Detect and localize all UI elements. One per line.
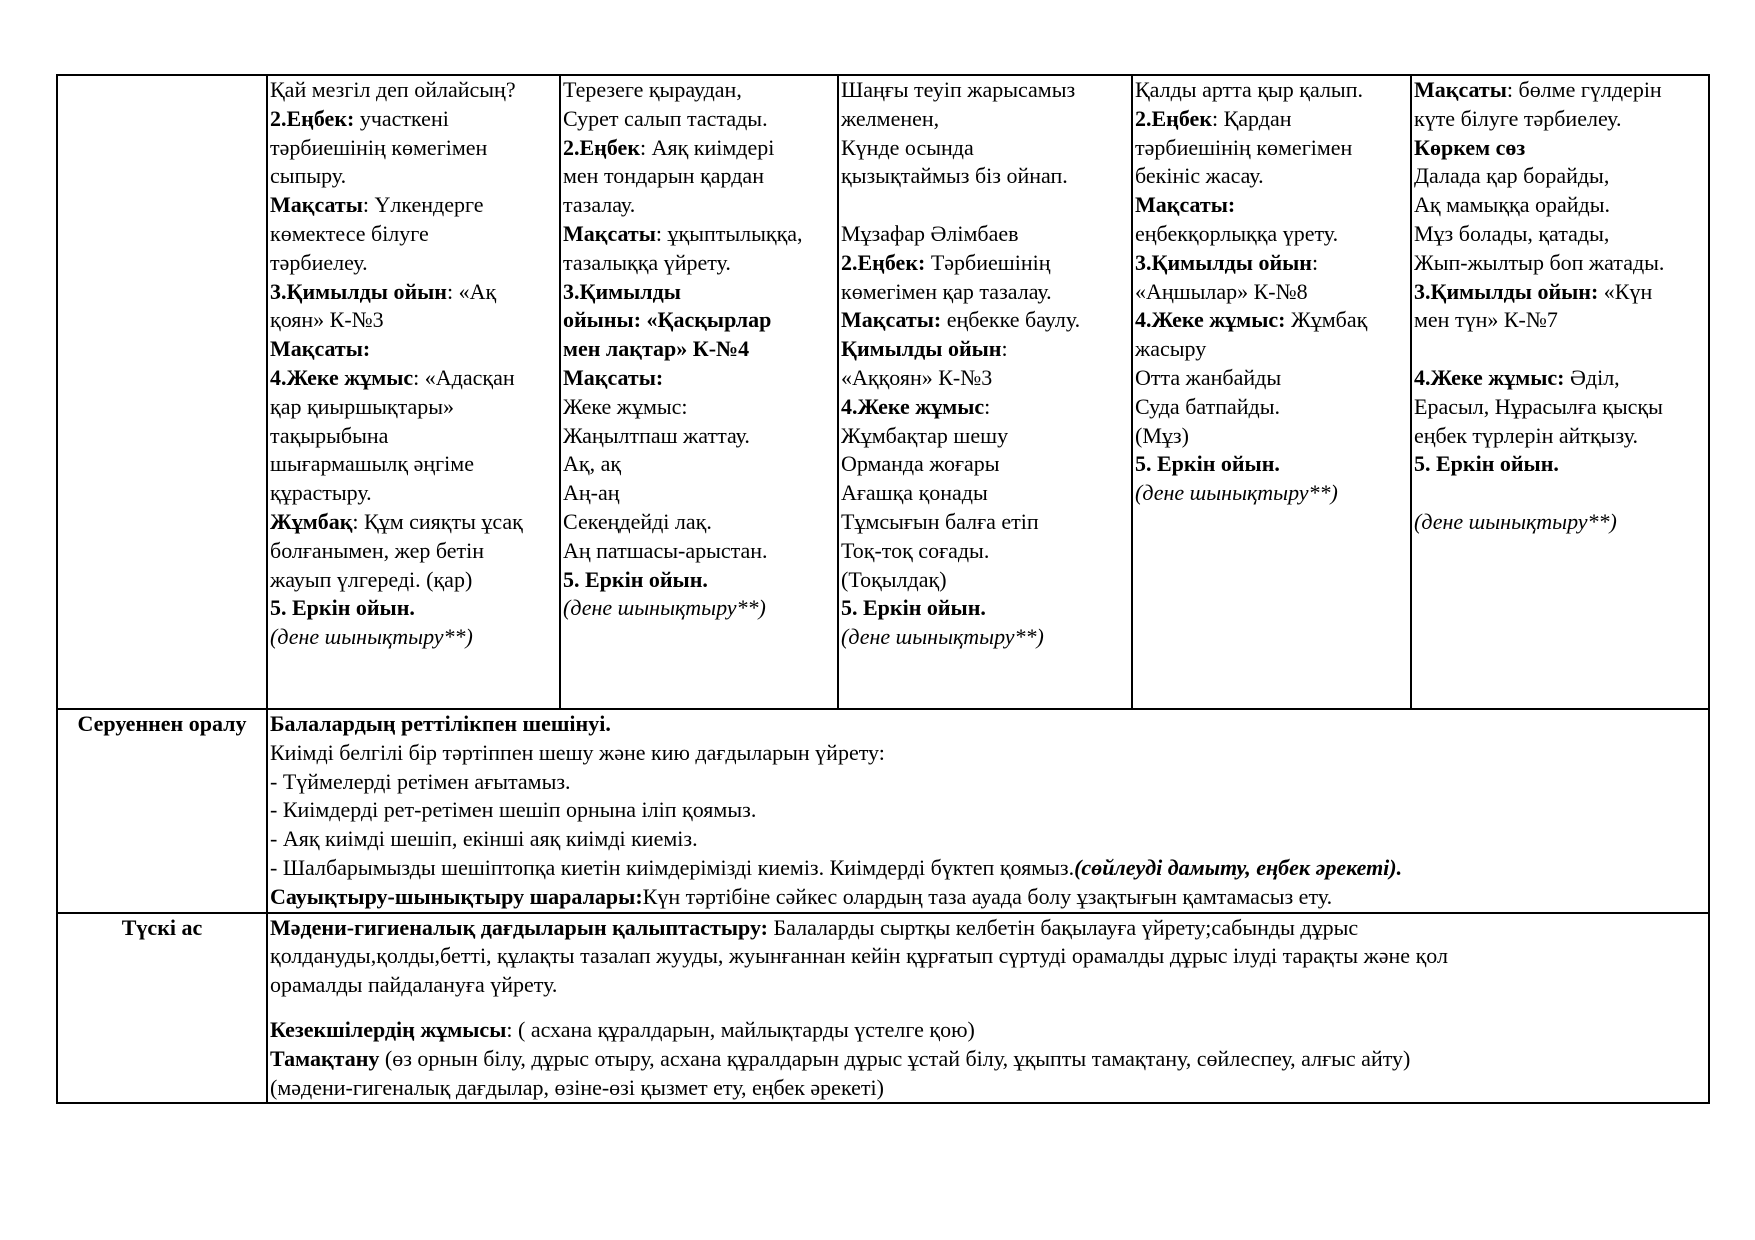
text-run: Ағашқа қонады — [841, 480, 988, 506]
text-run: көмегімен қар тазалау. — [841, 278, 1052, 304]
text-run: Ақ, ақ — [563, 451, 622, 477]
text-run — [1414, 336, 1420, 361]
text-line — [270, 105, 557, 134]
text-run: Тоқ-тоқ соғады. — [841, 537, 990, 563]
text-run: : «Адасқан — [413, 364, 515, 390]
text-run: мен лақтар» К-№4 — [563, 336, 750, 362]
walk-label-cell — [57, 75, 267, 709]
text-run: Балаларды сыртқы келбетін бақылауға үйрету;сабынды дұрыс — [768, 914, 1359, 940]
text-run: : Құм сияқты ұсақ — [352, 508, 523, 534]
text-line — [841, 566, 1129, 595]
text-line — [1135, 220, 1408, 249]
text-line — [270, 220, 557, 249]
text-run: : ( асхана құралдарын, майлықтарды үстелге қою) — [506, 1016, 975, 1042]
walk-day-4-cell — [1132, 75, 1411, 709]
text-line — [841, 508, 1129, 537]
text-line — [270, 335, 557, 364]
text-run: : Аяқ киімдері — [640, 134, 775, 160]
text-run: Аң патшасы-арыстан. — [563, 537, 768, 563]
text-line — [841, 335, 1129, 364]
text-line — [1135, 162, 1408, 191]
text-line — [1135, 105, 1408, 134]
text-line — [270, 1000, 1706, 1016]
text-run: Аң-аң — [563, 480, 620, 506]
text-line — [1135, 249, 1408, 278]
text-run: тәрбиешінің көмегімен — [1135, 134, 1353, 160]
text-line — [270, 134, 557, 163]
text-line — [563, 278, 835, 307]
text-run: Шаңғы теуіп жарысамыз — [841, 77, 1076, 102]
text-line — [841, 220, 1129, 249]
text-run: Мақсаты — [270, 192, 363, 218]
text-run: мен түн» К-№7 — [1414, 307, 1558, 333]
text-line — [841, 450, 1129, 479]
text-line — [270, 422, 557, 451]
walk-row — [57, 75, 1709, 709]
text-line — [841, 278, 1129, 307]
text-run: Тәрбиешінің — [925, 249, 1051, 275]
return-label: Серуеннен оралу — [57, 709, 267, 913]
text-run: сыпыру. — [270, 163, 347, 189]
text-run — [1414, 480, 1420, 505]
text-run — [841, 192, 847, 217]
text-run: Мақсаты: — [563, 364, 664, 390]
text-line — [841, 364, 1129, 393]
text-run: : — [1311, 249, 1319, 275]
text-run: Жұмбақ — [270, 508, 353, 534]
text-line — [1414, 249, 1706, 278]
text-run: желменен, — [841, 105, 940, 131]
text-line — [1414, 393, 1706, 422]
text-line — [1414, 335, 1706, 364]
text-line — [270, 364, 557, 393]
daily-plan-table — [56, 74, 1710, 1104]
text-line — [563, 422, 835, 451]
text-run: тазалыққа үйрету. — [563, 249, 731, 275]
text-line — [270, 479, 557, 508]
text-line — [270, 739, 1706, 768]
text-run: 3.Қимылды ойын — [1135, 249, 1312, 275]
lunch-label: Түскі ас — [57, 913, 267, 1104]
text-line — [841, 479, 1129, 508]
text-line — [563, 335, 835, 364]
text-line — [1414, 76, 1706, 105]
text-run: - Аяқ киімді шешіп, екінші аяқ киімді киеміз. — [270, 826, 698, 852]
text-line — [563, 594, 835, 623]
text-line — [270, 278, 557, 307]
lunch-row — [57, 913, 1709, 1104]
text-line — [1414, 105, 1706, 134]
text-line — [563, 134, 835, 163]
text-line — [563, 508, 835, 537]
text-line — [270, 508, 557, 537]
text-line — [1414, 162, 1706, 191]
text-line — [1135, 479, 1408, 508]
text-run: құрастыру. — [270, 480, 372, 506]
text-run: Тұмсығын балға етіп — [841, 508, 1039, 534]
text-run: 5. Еркін ойын. — [841, 595, 986, 621]
text-run: Мақсаты — [563, 220, 656, 246]
text-run: «Аққоян» К-№3 — [841, 364, 993, 390]
return-row — [57, 709, 1709, 913]
text-run: Әділ, — [1564, 364, 1620, 390]
text-line — [841, 76, 1129, 105]
text-run: ойыны: «Қасқырлар — [563, 307, 772, 333]
text-line — [270, 566, 557, 595]
text-line — [841, 249, 1129, 278]
text-line — [563, 162, 835, 191]
text-line — [270, 710, 1706, 739]
text-line — [1135, 191, 1408, 220]
text-line — [1414, 278, 1706, 307]
text-run: Тамақтану — [270, 1045, 380, 1071]
text-line — [270, 825, 1706, 854]
text-line — [1135, 364, 1408, 393]
text-run: 2.Еңбек: — [270, 105, 355, 131]
return-content-cell — [267, 709, 1709, 913]
text-line — [270, 306, 557, 335]
text-run: (дене шынықтыру**) — [841, 624, 1044, 650]
text-run: қар қиыршықтары» — [270, 393, 455, 419]
text-line — [270, 914, 1706, 943]
text-run: 2.Еңбек — [563, 134, 640, 160]
text-run: 3.Қимылды — [563, 278, 681, 304]
text-run: Отта жанбайды — [1135, 364, 1282, 390]
text-line — [841, 105, 1129, 134]
text-run: «Күн — [1598, 278, 1653, 304]
text-line — [1135, 76, 1408, 105]
text-run: (сөйлеуді дамыту, еңбек әрекеті). — [1074, 854, 1403, 880]
text-line — [563, 537, 835, 566]
text-run: Сурет салып тастады. — [563, 105, 768, 131]
text-run: Мақсаты: — [841, 307, 942, 333]
text-run: Кезекшілердің жұмысы — [270, 1016, 507, 1042]
text-run: «Аңшылар» К-№8 — [1135, 278, 1308, 304]
text-line — [1414, 306, 1706, 335]
text-run: - Киімдерді рет-ретімен шешіп орнына іліп қоямыз. — [270, 797, 757, 823]
text-run: көмектесе білуге — [270, 220, 429, 246]
text-run: Жұмбақ — [1285, 307, 1368, 333]
text-line — [563, 566, 835, 595]
text-line — [1135, 450, 1408, 479]
walk-day-2-cell — [560, 75, 838, 709]
text-run: 4.Жеке жұмыс — [270, 364, 414, 390]
text-run: 4.Жеке жұмыс — [841, 393, 985, 419]
text-line — [1135, 278, 1408, 307]
text-line — [841, 162, 1129, 191]
text-run: 3.Қимылды ойын — [270, 278, 447, 304]
text-run: (мәдени-гигеналық дағдылар, өзіне-өзі қызмет ету, еңбек әрекеті) — [270, 1074, 884, 1100]
text-line — [1414, 508, 1706, 537]
text-line — [841, 393, 1129, 422]
text-run: Қалды артта қыр қалып. — [1135, 77, 1363, 102]
text-run: тәрбиелеу. — [270, 249, 368, 275]
text-line — [1414, 220, 1706, 249]
text-run: Көркем сөз — [1414, 134, 1526, 160]
text-line — [1135, 393, 1408, 422]
text-run: : ұқыптылыққа, — [655, 220, 803, 246]
text-run: Күнде осында — [841, 134, 974, 160]
text-run: Жып-жылтыр боп жатады. — [1414, 249, 1665, 275]
text-run: Мақсаты: — [1135, 192, 1236, 218]
text-line — [1135, 335, 1408, 364]
text-line — [1135, 134, 1408, 163]
text-run: Суда батпайды. — [1135, 393, 1280, 419]
text-line — [563, 105, 835, 134]
text-line — [270, 393, 557, 422]
text-run: : Қардан — [1212, 105, 1292, 131]
text-run: еңбек түрлерін айтқызу. — [1414, 422, 1638, 448]
text-line — [1135, 422, 1408, 451]
text-line — [270, 1045, 1706, 1074]
walk-day-3-cell — [838, 75, 1132, 709]
text-run: - Шалбарымызды шешіптопқа киетін киімдерімізді киеміз. Киімдерді бүктеп қоямыз. — [270, 854, 1075, 880]
text-run: Жұмбақтар шешу — [841, 422, 1009, 448]
text-run: Жеке жұмыс: — [563, 393, 688, 419]
text-line — [270, 768, 1706, 797]
text-run: қолдануды,қолды,бетті, құлақты тазалап жууды, жуынғаннан кейін құрғатып сүртуді орамалды дұрыс ілуді тарақты және қол — [270, 943, 1448, 969]
text-run: күте білуге тәрбиелеу. — [1414, 105, 1622, 131]
text-line — [270, 76, 557, 105]
text-line — [270, 623, 557, 652]
text-run: Балалардың реттілікпен шешінуі. — [270, 711, 611, 736]
text-line — [841, 191, 1129, 220]
text-line — [270, 883, 1706, 912]
text-run: Қимылды ойын — [841, 336, 1002, 362]
text-run: болғанымен, жер бетін — [270, 537, 485, 563]
text-run: 2.Еңбек: — [841, 249, 926, 275]
text-run: Мәдени-гигиеналық дағдыларын қалыптастыру: — [270, 914, 768, 940]
text-line — [841, 422, 1129, 451]
text-run: : — [1001, 336, 1008, 362]
text-line — [270, 162, 557, 191]
text-line — [841, 594, 1129, 623]
text-run: участкені — [354, 105, 449, 131]
text-line — [563, 450, 835, 479]
text-line — [1414, 134, 1706, 163]
text-line — [563, 191, 835, 220]
text-line — [563, 249, 835, 278]
text-run: еңбекке баулу. — [941, 307, 1081, 333]
text-run: бекініс жасау. — [1135, 163, 1264, 189]
text-line — [270, 191, 557, 220]
text-line — [1414, 364, 1706, 393]
text-run: 4.Жеке жұмыс: — [1414, 364, 1565, 390]
text-run: (дене шынықтыру**) — [270, 624, 473, 650]
text-line — [270, 971, 1706, 1000]
text-run: : — [984, 393, 991, 419]
walk-day-1-cell — [267, 75, 560, 709]
text-run: 4.Жеке жұмыс: — [1135, 307, 1286, 333]
text-run: Ерасыл, Нұрасылға қысқы — [1414, 393, 1663, 419]
text-line — [841, 623, 1129, 652]
text-line — [563, 76, 835, 105]
text-run: Мұз болады, қатады, — [1414, 220, 1610, 246]
text-run: еңбекқорлыққа үрету. — [1135, 220, 1339, 246]
text-line — [1414, 422, 1706, 451]
lunch-content-cell — [267, 913, 1709, 1104]
text-run: (дене шынықтыру**) — [1135, 480, 1338, 506]
text-run: 5. Еркін ойын. — [270, 595, 415, 621]
text-run: қызықтаймыз біз ойнап. — [841, 163, 1068, 189]
text-run: Жаңылтпаш жаттау. — [563, 422, 750, 448]
text-run: 5. Еркін ойын. — [563, 566, 708, 592]
text-run: Сауықтыру-шынықтыру шаралары: — [270, 883, 643, 909]
text-line — [841, 306, 1129, 335]
text-line — [1414, 479, 1706, 508]
text-line — [563, 220, 835, 249]
text-run: 5. Еркін ойын. — [1414, 451, 1559, 477]
text-run: шығармашылқ әңгіме — [270, 451, 474, 477]
text-run: тәрбиешінің көмегімен — [270, 134, 488, 160]
text-line — [270, 1074, 1706, 1103]
text-run: тазалау. — [563, 192, 636, 218]
text-run: қоян» К-№3 — [270, 307, 384, 333]
text-run: Мақсаты — [1414, 77, 1507, 102]
text-line — [270, 537, 557, 566]
text-line — [563, 479, 835, 508]
text-run: орамалды пайдалануға үйрету. — [270, 972, 558, 998]
text-run: : «Ақ — [446, 278, 497, 304]
text-run: Ақ мамыққа орайды. — [1414, 192, 1610, 218]
text-run: Орманда жоғары — [841, 451, 1000, 477]
text-line — [563, 306, 835, 335]
text-line — [270, 796, 1706, 825]
text-run: (Мұз) — [1135, 422, 1189, 448]
text-line — [563, 364, 835, 393]
text-run: жауып үлгереді. (қар) — [270, 566, 473, 592]
text-line — [1414, 191, 1706, 220]
text-run: Мақсаты: — [270, 336, 371, 362]
text-run: Далада қар борайды, — [1414, 163, 1610, 189]
text-line — [563, 393, 835, 422]
text-line — [270, 450, 557, 479]
text-run: Күн тәртібіне сәйкес олардың таза ауада болу ұзақтығын қамтамасыз ету. — [642, 883, 1333, 909]
text-run: тақырыбына — [270, 422, 389, 448]
text-run: Киімді белгілі бір тәртіппен шешу және кию дағдыларын үйрету: — [270, 739, 885, 765]
text-run: (өз орнын білу, дұрыс отыру, асхана құралдарын дұрыс ұстай білу, ұқыпты тамақтану, сөйлеспеу, алғыс айту) — [379, 1045, 1411, 1071]
text-run: 2.Еңбек — [1135, 105, 1212, 131]
text-run: (Тоқылдақ) — [841, 566, 947, 592]
walk-day-5-cell — [1411, 75, 1709, 709]
text-line — [1414, 450, 1706, 479]
text-line — [270, 942, 1706, 971]
text-line — [841, 537, 1129, 566]
text-line — [270, 1016, 1706, 1045]
text-line — [270, 249, 557, 278]
text-run: (дене шынықтыру**) — [563, 595, 766, 621]
text-run: 3.Қимылды ойын: — [1414, 278, 1599, 304]
text-run: Терезеге қыраудан, — [563, 77, 742, 102]
text-run: : Үлкендерге — [362, 192, 484, 218]
text-run: жасыру — [1135, 336, 1207, 362]
text-run: Секеңдейді лақ. — [563, 508, 712, 534]
text-line — [270, 854, 1706, 883]
text-run: мен тондарын қардан — [563, 163, 764, 189]
text-run: 5. Еркін ойын. — [1135, 451, 1280, 477]
text-run: Қай мезгіл деп ойлайсың? — [270, 77, 516, 102]
text-line — [1135, 306, 1408, 335]
text-run: - Түймелерді ретімен ағытамыз. — [270, 768, 571, 794]
text-run: Мұзафар Әлімбаев — [841, 220, 1019, 246]
text-line — [270, 594, 557, 623]
text-run: : бөлме гүлдерін — [1506, 77, 1662, 102]
text-line — [841, 134, 1129, 163]
text-run: (дене шынықтыру**) — [1414, 508, 1617, 534]
